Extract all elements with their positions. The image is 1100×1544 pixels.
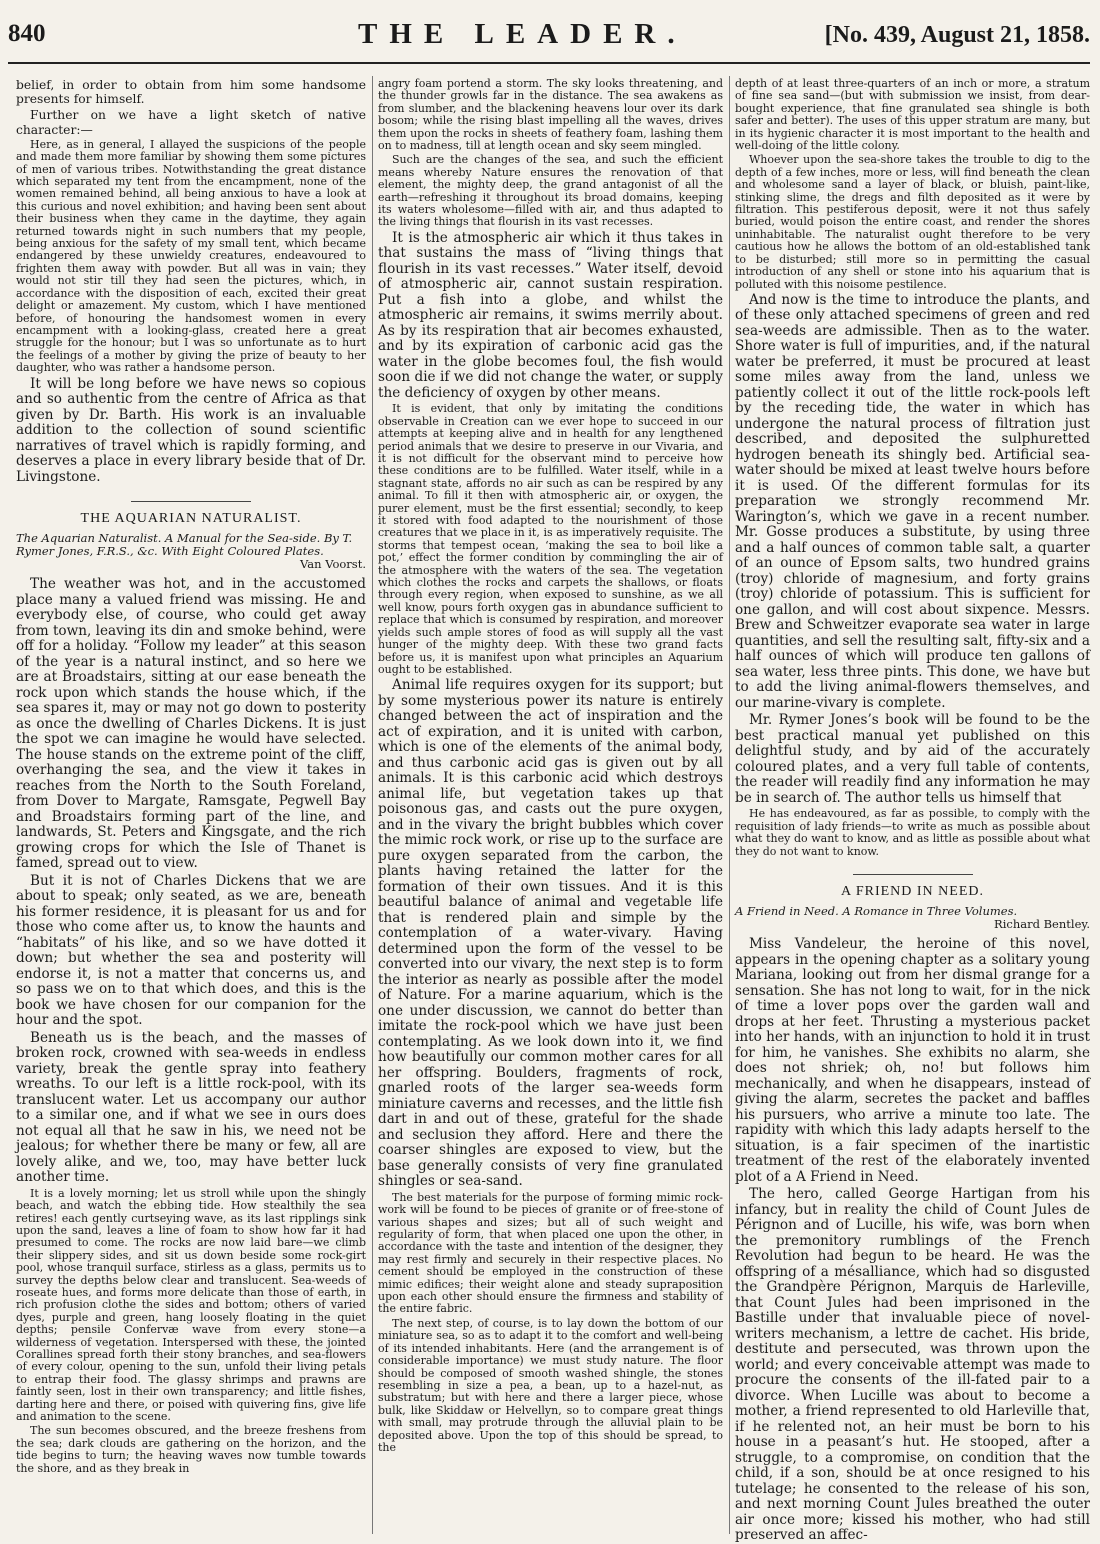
quoted-paragraph: The sun becomes obscured, and the breeze freshens from the sea; dark clouds are gathering on the horizon, and the tide begins to turn; the heaving waves now tumble towards the shore, and as they break in	[16, 1424, 366, 1475]
issue-info: [No. 439, August 21, 1858.	[824, 22, 1090, 48]
paragraph: It will be long before we have news so copious and so authentic from the centre of Africa as that given by Dr. Barth. His work is an invaluable addition to the collection of sound scientific narratives of travel which is rapidly forming, and deserves a place in every library beside that of Dr. Livingstone.	[16, 375, 366, 485]
book-citation	[16, 532, 366, 571]
quoted-paragraph: It is evident, that only by imitating the conditions observable in Creation can we ever hope to succeed in our attempts at keeping alive and in health for any lengthened period animals that we desire to preserve in our Vivaria, and it is not difficult for the observant mind to perceive how these conditions are to be fulfilled. Water itself, while in a stagnant state, affords no air such as can be respired by any animal. To fill it then with atmospheric air, or oxygen, the purer element, must be the first essential; secondly, to keep it stored with food adapted to the nourishment of those creatures that we place in it, is as imperatively requisite. The storms that tempest ocean, ‘making the sea to boil like a pot,’ effect the former condition by commingling the air of the atmosphere with the waters of the sea. The vegetation which clothes the rocks and carpets the shallows, or floats through every region, when exposed to sunshine, as we all well know, pours forth oxygen gas in abundance sufficient to replace that which is consumed by respiration, and moreover yields such ample stores of food as will supply all the vast hunger of the mighty deep. With these two grand facts before us, it is manifest upon what principles an Aquarium ought to be established.	[378, 402, 723, 676]
book-citation	[735, 905, 1090, 931]
paragraph: Beneath us is the beach, and the masses of broken rock, crowned with sea-weeds in endless variety, break the gentle spray into feathery wreaths. To our left is a little rock-pool, with its translucent water. Let us accompany our author to a similar one, and if what we see in ours does not equal all that he saw in his, we need not be jealous; for whether there be many or few, all are lovely alike, and we, too, may have better luck another time.	[16, 1029, 366, 1186]
column-3	[735, 77, 1090, 1544]
paragraph: The hero, called George Hartigan from his infancy, but in reality the child of Count Jules de Pérignon and of Lucille, his wife, was born when the premonitory rumblings of the French Revolution had begun to be heard. He was the offspring of a mésalliance, which had so disgusted the Grandpère Pérignon, Marquis de Harleville, that Count Jules had been imprisoned in the Bastille under that invaluable piece of novel-writers mechanism, a lettre de cachet. His bride, destitute and persecuted, was thrown upon the world; and every conceivable attempt was made to procure the consents of the ill-fated pair to a divorce. When Lucille was about to become a mother, a friend represented to old Harleville that, if he relented not, an heir must be born to his house in a peasant’s hut. He stooped, after a struggle, to a compromise, on condition that the child, if a son, should be at once resigned to his tutelage; he consented to the release of his son, and next morning Count Jules breathed the outer air once more; kissed his mother, who had still preserved an affec-	[735, 1186, 1090, 1544]
paragraph: It is the atmospheric air which it thus takes in that sustains the mass of “living things that flourish in its vast recesses.” Water itself, devoid of atmospheric air, cannot sustain respiration. Put a fish into a globe, and whilst the atmospheric air remains, it swims merrily about. As by its respiration that air becomes exhausted, and by its expiration of carbonic acid gas the water in the globe becomes foul, the fish would soon die if we did not change the water, or supply the deficiency of oxygen by other means.	[378, 229, 723, 401]
section-divider	[853, 874, 973, 875]
paragraph: Mr. Rymer Jones’s book will be found to be the best practical manual yet published on this delightful study, and by aid of the accurately coloured plates, and a very full table of contents, the reader will readily find any information he may be in search of. The author tells us himself that	[735, 712, 1090, 806]
quoted-paragraph: The best materials for the purpose of forming mimic rock-work will be found to be pieces of granite or of free-stone of various shapes and sizes; but all of such weight and regularity of form, that when placed one upon the other, in accordance with the taste and intention of the designer, they may rest firmly and securely in their respective places. No cement should be employed in the construction of these mimic edifices; their weight alone and steady supraposition upon each other should ensure the firmness and stability of the entire fabric.	[378, 1190, 723, 1316]
quoted-paragraph: Such are the changes of the sea, and such the efficient means whereby Nature ensures the renovation of that element, the mighty deep, the grand antagonist of all the earth—refreshing it throughout its broad domains, keeping its waters wholesome—filled with air, and thus adapted to the living things that flourish in its vast recesses.	[378, 153, 723, 229]
quoted-paragraph: It is a lovely morning; let us stroll while upon the shingly beach, and watch the ebbing tide. How stealthily the sea retires! each gently curtseying wave, as its last ripplings sink upon the sand, leaves a line of foam to show how far it had presumed to come. The rocks are now laid bare—we climb their slippery sides, and sit us down beside some rock-girt pool, whose tranquil surface, stirless as a glass, permits us to survey the depths below clear and translucent. Sea-weeds of roseate hues, and forms more delicate than those of earth, in rich profusion clothe the sides and bottom; others of varied dyes, purple and green, hang loosely floating in the quiet depths; pensile Confervæ wave from every stone—a wilderness of vegetation. Interspersed with these, the jointed Corallines spread forth their stony branches, and sea-flowers of every colour, opening to the sun, unfold their living petals to entrap their food. The glassy shrimps and prawns are faintly seen, lost in their own transparency; and little fishes, darting here and there, or poised with quivering fins, give life and animation to the scene.	[16, 1186, 366, 1424]
paragraph: Miss Vandeleur, the heroine of this novel, appears in the opening chapter as a solitary young Mariana, looking out from her dismal grange for a sensation. She has not long to wait, for in the nick of time a lover pops over the garden wall and drops at her feet. Thrusting a mysterious packet into her hands, with an injunction to hold it in trust for him, he vanishes. She exhibits no alarm, she does not shriek; oh, no! but follows him mechanically, and when he disappears, instead of giving the alarm, secretes the packet and baffles his pursuers, who arrive a minute too late. The rapidity with which this lady adapts herself to the situation, is a fair specimen of the inartistic treatment of the rest of the elaborately invented plot of a A Friend in Need.	[735, 936, 1090, 1185]
quoted-paragraph: angry foam portend a storm. The sky looks threatening, and the thunder growls far in the distance. The sea awakens as from slumber, and the blackening heavens lour over its dark bosom; while the rising blast impelling all the waves, drives them upon the rocks in sheets of feathery foam, lashing them on to madness, till at length ocean and sky seem mingled.	[378, 77, 723, 153]
section-divider	[131, 501, 251, 502]
publisher: Van Voorst.	[300, 557, 366, 572]
paragraph: The weather was hot, and in the accustomed place many a valued friend was missing. He and everybody else, of course, who could get away from town, leaving its din and smoke behind, were off for a holiday. “Follow my leader” at this season of the year is a natural instinct, and so here we are at Broadstairs, sitting at our ease beneath the rock upon which stands the house which, if the sea spares it, may or may not go down to posterity as once the dwelling of Charles Dickens. It is just the spot we can imagine he would have selected. The house stands on the extreme point of the cliff, overhanging the sea, and the view it takes in reaches from the North to the South Foreland, from Dover to Margate, Ramsgate, Pegwell Bay and Broadstairs forming part of the line, and landwards, St. Peters and Kingsgate, and the rich growing crops for which the Isle of Thanet is famed, spread out to view.	[16, 576, 366, 872]
publisher: Richard Bentley.	[994, 917, 1090, 932]
paragraph: Further on we have a light sketch of native character:—	[16, 108, 366, 137]
column-rule	[372, 76, 373, 1534]
paragraph: But it is not of Charles Dickens that we are about to speak; only seated, as we are, beneath his former residence, it is pleasant for us and for those who come after us, to know the haunts and “habitats” of his like, and so we have dotted it down; but whether the sea and posterity will endorse it, is not a matter that concerns us, and so pass we on to that which does, and this is the book we have chosen for our companion for the hour and the spot.	[16, 872, 366, 1029]
column-rule	[729, 76, 730, 1534]
column-2	[378, 78, 723, 1532]
page-number: 840	[8, 20, 46, 47]
quoted-paragraph: Whoever upon the sea-shore takes the trouble to dig to the depth of a few inches, more or less, will find beneath the clean and wholesome sand a layer of black, or bluish, paint-like, stinking slime, the dregs and filth deposited as it were by filtration. This pestiferous deposit, were it not thus safely buried, would poison the entire coast, and render the shores uninhabitable. The naturalist ought therefore to be very cautious how he allows the bottom of an old-established tank to be disturbed; still more so in permitting the casual introduction of any shell or stone into his aquarium that is polluted with this noisome pestilence.	[735, 153, 1090, 291]
masthead-title: THE LEADER.	[358, 18, 687, 50]
paragraph: belief, in order to obtain from him some handsome presents for himself.	[16, 78, 366, 107]
section-title: A FRIEND IN NEED.	[841, 884, 984, 900]
quoted-paragraph: He has endeavoured, as far as possible, to comply with the requisition of lady friends—to write as much as possible about what they do want to know, and as little as possible about what they do not want to know.	[735, 807, 1090, 858]
citation-text: The Aquarian Naturalist. A Manual for the Sea-side. By T. Rymer Jones, F.R.S., &c. With Eight Coloured Plates.	[16, 531, 353, 559]
section-title: THE AQUARIAN NATURALIST.	[80, 511, 302, 527]
citation-text: A Friend in Need. A Romance in Three Volumes.	[735, 904, 1018, 919]
quoted-paragraph: The next step, of course, is to lay down the bottom of our miniature sea, so as to adapt it to the comfort and well-being of its intended inhabitants. Here (and the arrangement is of considerable importance) we must study nature. The floor should be composed of smooth washed shingle, the stones resembling in size a pea, a bean, up to a hazel-nut, as substratum; but with here and there a larger piece, whose bulk, like Skiddaw or Helvellyn, so to compare great things with small, may protrude through the alluvial plain to be deposited above. Upon the top of this should be spread, to the	[378, 1316, 723, 1454]
quoted-paragraph: Here, as in general, I allayed the suspicions of the people and made them more familiar by showing them some pictures of men of various tribes. Notwithstanding the great distance which separated my tent from the encampment, none of the women remained behind, all being anxious to have a look at this curious and novel exhibition; and having been sent about their business when they came in the daytime, they again returned towards night in such numbers that my people, being anxious for the safety of my small tent, which became endangered by these unwieldy creatures, endeavoured to frighten them away with powder. But all was in vain; they would not stir till they had seen the pictures, which, in accordance with the disposition of each, excited their great delight or amazement. My custom, which I have mentioned before, of honouring the handsomest women in every encampment with a looking-glass, created here a great struggle for the honour; but I was so unfortunate as to hurt the feelings of a mother by giving the prize of beauty to her daughter, who was rather a handsome person.	[16, 137, 366, 375]
quoted-paragraph: depth of at least three-quarters of an inch or more, a stratum of fine sea sand—(but with submission we insist, from dear-bought experience, that fine granulated sea shingle is both safer and better). The uses of this upper stratum are many, but in its hygienic character it is most important to the health and well-doing of the little colony.	[735, 77, 1090, 153]
paragraph: And now is the time to introduce the plants, and of these only attached specimens of green and red sea-weeds are admissible. Then as to the water. Shore water is full of impurities, and, if the natural water be preferred, it must be procured at least some miles away from the land, unless we patiently collect it out of the little rock-pools left by the receding tide, the water in which has undergone the natural process of filtration just described, and deposited the sulphuretted hydrogen beneath its shingly bed. Artificial sea-water should be mixed at least twelve hours before it is used. Of the different formulas for its preparation we strongly recommend Mr. Warington’s, which we gave in a recent number. Mr. Gosse produces a substitute, by using three and a half ounces of common table salt, a quarter of an ounce of Epsom salts, two hundred grains (troy) chloride of magnesium, and forty grains (troy) chloride of potassium. This is sufficient for one gallon, and will cost about sixpence. Messrs. Brew and Schweitzer evaporate sea water in large quantities, and sell the resulting salt, fifty-six and a half ounces of which will produce ten gallons of sea water, less three pints. This done, we have but to add the living animal-flowers themselves, and our marine-vivary is complete.	[735, 291, 1090, 711]
column-1	[16, 78, 366, 1532]
page-header	[8, 18, 1090, 64]
paragraph: Animal life requires oxygen for its support; but by some mysterious power its nature is entirely changed between the act of inspiration and the act of expiration, and it is united with carbon, which is one of the elements of the animal body, and thus carbonic acid gas is given out by all animals. It is this carbonic acid which destroys animal life, but vegetation takes up that poisonous gas, and casts out the pure oxygen, and in the vivary the bright bubbles which cover the mimic rock work, or rise up to the surface are pure oxygen separated from the carbon, the plants having retained the latter for the formation of their own tissues. And it is this beautiful balance of animal and vegetable life that is rendered plain and simple by the contemplation of a water-vivary. Having determined upon the form of the vessel to be converted into our vivary, the next step is to form the interior as nearly as possible after the model of Nature. For a marine aquarium, which is the one under discussion, we cannot do better than imitate the rock-pool which we have just been contemplating. As we look down into it, we find how beautifully our common mother cares for all her offspring. Boulders, fragments of rock, gnarled roots of the larger sea-weeds form miniature caverns and recesses, and the little fish dart in and out of these, grateful for the shade and seclusion they afford. Here and there the coarser shingles are exposed to view, but the base generally consists of very fine granulated shingles or sea-sand.	[378, 677, 723, 1190]
